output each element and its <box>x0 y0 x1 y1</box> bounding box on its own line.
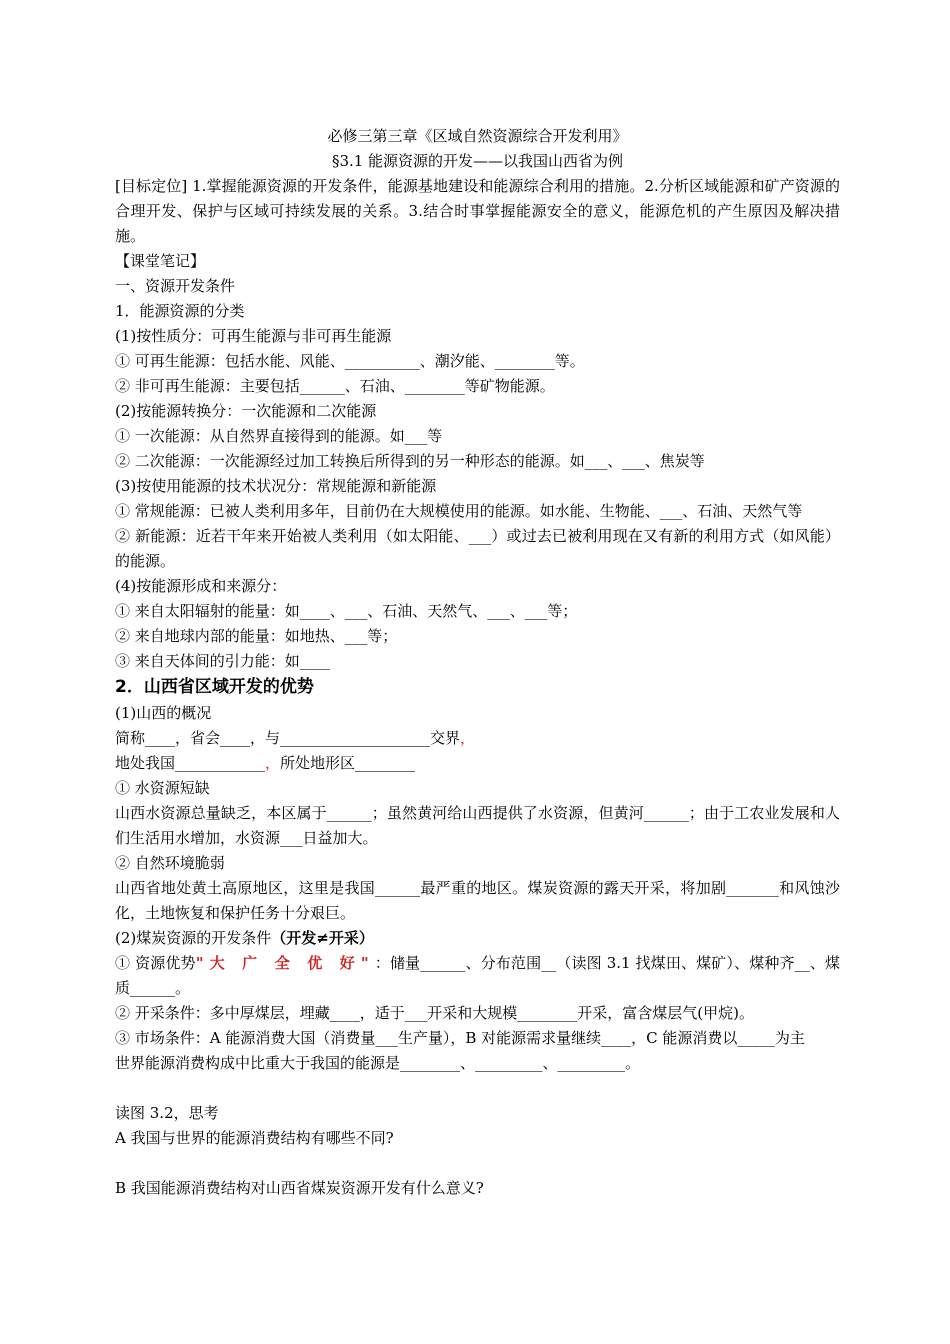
resource-advantage-text: ：储量______、分布范围__（读图 3.1 找煤田、煤矿）、煤种齐__、煤质______。 <box>115 954 840 997</box>
mining-conditions: ② 开采条件：多中厚煤层，埋藏____，适于___开采和大规模________开采，富含煤层气(甲烷)。 <box>115 1004 754 1022</box>
market-conditions: ③ 市场条件：A 能源消费大国（消费量___生产量），B 对能源需求量继续____，C 能源消费以_____为主 <box>115 1029 805 1047</box>
shanxi-overview-heading: (1)山西的概况 <box>115 704 212 722</box>
notes-header: 【课堂笔记】 <box>115 252 206 270</box>
coal-conditions-heading <box>115 926 840 951</box>
resource-advantage <box>115 951 840 1001</box>
question-b: B 我国能源消费结构对山西省煤炭资源开发有什么意义? <box>115 1179 484 1197</box>
overview-line-2-tail: 所处地形区________ <box>280 754 416 772</box>
classification-2a: ① 一次能源：从自然界直接得到的能源。如___等 <box>115 427 443 445</box>
fragile-environment-heading: ② 自然环境脆弱 <box>115 854 225 872</box>
overview-line-1-text: 简称____，省会____，与____________________交界 <box>115 729 461 747</box>
resource-advantage-keywords: "大 广 全 优 好" <box>195 954 375 972</box>
classification-4a: ① 来自太阳辐射的能量：如____、___、石油、天然气、___、___等； <box>115 602 578 620</box>
read-figure-prompt: 读图 3.2，思考 <box>115 1104 219 1122</box>
section-title: §3.1 能源资源的开发——以我国山西省为例 <box>331 152 624 170</box>
shanxi-overview-line-2 <box>115 751 840 776</box>
classification-1b: ② 非可再生能源：主要包括______、石油、________等矿物能源。 <box>115 377 555 395</box>
learning-goals: [目标定位] 1.掌握能源资源的开发条件，能源基地建设和能源综合利用的措施。2.分析区域能源和矿产资源的合理开发、保护与区域可持续发展的关系。3.结合时事掌握能源安全的意义，能源危机的产生原因及解决措施。 <box>115 177 840 245</box>
classification-3b: ② 新能源：近若干年来开始被人类利用（如太阳能、___）或过去已被利用现在又有新的利用方式（如风能）的能源。 <box>115 527 840 570</box>
classification-4: (4)按能源形成和来源分： <box>115 577 287 595</box>
classification-4c: ③ 来自天体间的引力能：如____ <box>115 652 330 670</box>
subsection-1-heading: 1．能源资源的分类 <box>115 302 245 320</box>
chapter-title: 必修三第三章《区域自然资源综合开发利用》 <box>327 127 628 145</box>
water-shortage-heading: ① 水资源短缺 <box>115 779 210 797</box>
classification-4b: ② 来自地球内部的能量：如地热、___等； <box>115 627 398 645</box>
classification-3: (3)按使用能源的技术状况分：常规能源和新能源 <box>115 477 437 495</box>
world-energy-structure: 世界能源消费构成中比重大于我国的能源是________、_________、_________。 <box>115 1054 641 1072</box>
document-page <box>115 124 840 1201</box>
classification-2b: ② 二次能源：一次能源经过加工转换后所得到的另一种形态的能源。如___、___、焦炭等 <box>115 452 705 470</box>
spacer <box>115 1076 840 1101</box>
fragile-environment-text: 山西省地处黄土高原地区，这里是我国______最严重的地区。煤炭资源的露天开采，将加剧_______和风蚀沙化，土地恢复和保护任务十分艰巨。 <box>115 879 840 922</box>
resource-advantage-label: ① 资源优势 <box>115 954 196 972</box>
overview-line-2-text: 地处我国____________ <box>115 754 266 772</box>
shanxi-overview-line-1 <box>115 726 840 751</box>
section-1-heading: 一、资源开发条件 <box>115 277 236 295</box>
water-shortage-text: 山西水资源总量缺乏，本区属于______；虽然黄河给山西提供了水资源，但黄河______；由于工农业发展和人们生活用水增加，水资源___日益加大。 <box>115 804 840 847</box>
coal-heading-note: （开发≠开采） <box>271 929 374 947</box>
red-comma: ， <box>265 754 281 772</box>
coal-heading-text: (2)煤炭资源的开发条件 <box>115 929 272 947</box>
question-a: A 我国与世界的能源消费结构有哪些不同? <box>115 1129 394 1147</box>
classification-3a: ① 常规能源：已被人类利用多年，目前仍在大规模使用的能源。如水能、生物能、___、石油、天然气等 <box>115 502 803 520</box>
classification-1a: ① 可再生能源：包括水能、风能、__________、潮汐能、________等。 <box>115 352 585 370</box>
spacer <box>115 1151 840 1176</box>
red-comma: ， <box>460 729 476 747</box>
classification-1: (1)按性质分：可再生能源与非可再生能源 <box>115 327 392 345</box>
section-2-heading: 2．山西省区域开发的优势 <box>115 677 314 697</box>
classification-2: (2)按能源转换分：一次能源和二次能源 <box>115 402 377 420</box>
